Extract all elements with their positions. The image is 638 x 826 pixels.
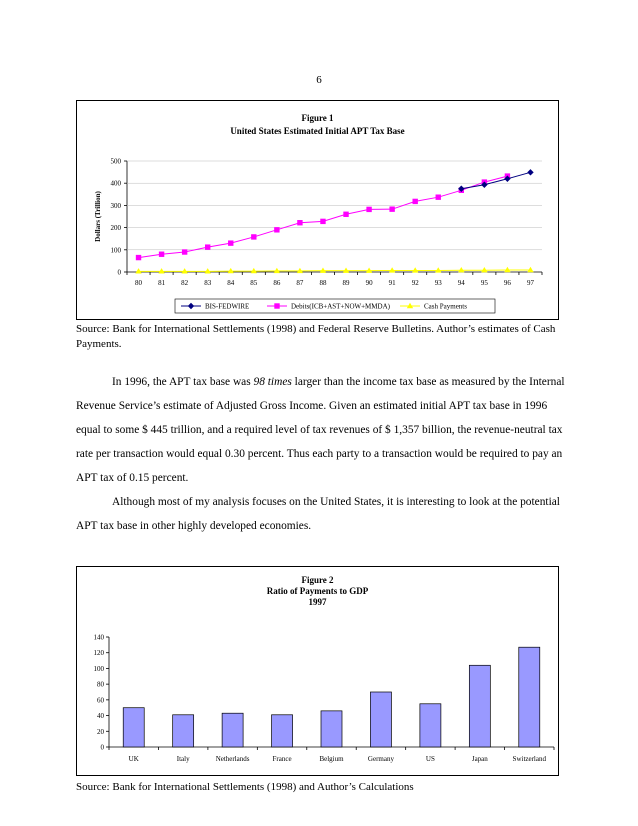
figure-2-title: Ratio of Payments to GDP (266, 586, 369, 596)
data-point (436, 194, 441, 199)
x-tick-label: 92 (411, 279, 419, 287)
data-point (136, 255, 141, 260)
x-tick-label: 85 (250, 279, 258, 287)
x-tick-label: 95 (480, 279, 488, 287)
x-tick-label: 80 (135, 279, 143, 287)
y-tick-label: 140 (93, 633, 104, 642)
bar (321, 711, 342, 747)
series-line-debits (139, 176, 508, 257)
x-tick-label: 94 (457, 279, 465, 287)
figure-1-label: Figure 1 (301, 113, 334, 123)
x-tick-label: 89 (342, 279, 350, 287)
page-number: 6 (316, 74, 322, 86)
x-tick-label: 88 (319, 279, 327, 287)
x-tick-label: 90 (365, 279, 373, 287)
x-tick-label: France (272, 755, 292, 763)
data-point (297, 220, 302, 225)
legend-label: BIS-FEDWIRE (205, 302, 250, 311)
data-point (135, 268, 141, 273)
x-tick-label: Netherlands (215, 755, 250, 763)
y-tick-label: 120 (93, 649, 104, 658)
x-tick-label: 86 (273, 279, 281, 287)
x-tick-label: 87 (296, 279, 304, 287)
bar (469, 665, 490, 747)
x-tick-label: 81 (158, 279, 166, 287)
body-text (76, 370, 566, 538)
data-point (527, 169, 533, 175)
data-point (228, 240, 233, 245)
bar (519, 647, 540, 747)
y-tick-label: 20 (97, 727, 104, 736)
y-tick-label: 300 (110, 201, 121, 210)
x-tick-label: 96 (503, 279, 511, 287)
data-point (320, 267, 326, 272)
source-note-1: Source: Bank for International Settlements (1998) and Federal Reserve Bulletins. Author’s estimates of Cash Payments. (76, 323, 556, 350)
paragraph-1 (76, 370, 566, 490)
data-point (412, 199, 417, 204)
x-tick-label: 84 (227, 279, 235, 287)
y-tick-label: 400 (110, 179, 121, 188)
x-tick-label: Italy (176, 755, 190, 763)
x-tick-label: Belgium (319, 755, 344, 763)
bar (222, 713, 243, 747)
figure-1-title: United States Estimated Initial APT Tax Base (230, 126, 405, 136)
figure-2-label: Figure 2 (301, 575, 334, 585)
data-point (366, 207, 371, 212)
data-point (181, 268, 187, 273)
bar (272, 715, 293, 747)
y-tick-label: 0 (117, 268, 121, 277)
data-point (389, 206, 394, 211)
x-tick-label: Switzerland (512, 755, 546, 763)
figure-1 (76, 100, 559, 320)
figure-2-year: 1997 (308, 597, 327, 607)
y-tick-label: 500 (110, 157, 121, 166)
x-tick-label: 91 (388, 279, 396, 287)
data-point (320, 219, 325, 224)
x-tick-label: 82 (181, 279, 189, 287)
figure-2-chart (77, 567, 558, 775)
data-point (274, 227, 279, 232)
data-point (159, 252, 164, 257)
paragraph-2: Although most of my analysis focuses on the United States, it is interesting to look at the potential APT tax base in other highly developed economies. (76, 496, 560, 532)
data-point (158, 268, 164, 273)
figure-2 (76, 566, 559, 776)
y-tick-label: 0 (100, 743, 104, 752)
y-tick-label: 200 (110, 224, 121, 233)
data-point (228, 268, 234, 273)
figure-1-chart (77, 101, 558, 319)
y-tick-label: 100 (93, 664, 104, 673)
y-tick-label: 80 (97, 680, 104, 689)
y-tick-label: 60 (97, 696, 104, 705)
x-tick-label: Japan (471, 755, 488, 763)
y-tick-label: 40 (97, 712, 104, 721)
data-point (389, 267, 395, 272)
data-point (251, 234, 256, 239)
data-point (343, 212, 348, 217)
y-tick-label: 100 (110, 246, 121, 255)
paragraph-1-start: In 1996, the APT tax base was (112, 376, 254, 388)
x-tick-label: 97 (526, 279, 534, 287)
data-point (274, 268, 280, 273)
legend-label: Debits(ICB+AST+NOW+MMDA) (291, 302, 390, 311)
source-note-2: Source: Bank for International Settlements (1998) and Author’s Calculations (76, 781, 414, 793)
series-line-cash-payments (139, 270, 531, 271)
paragraph-1-rest: larger than the income tax base as measured by the Internal Revenue Service’s estimate of Adjusted Gross Income. Given an estimated initial APT tax base in 1996 equal to some $ 445 trillion, and a required level of tax revenues of $ 1,357 billion, the revenue-neutral tax rate per transaction would equal 0.30 percent. Thus each party to a transaction would be required to pay an APT tax of 0.15 percent. (76, 376, 565, 484)
x-tick-label: Germany (367, 755, 394, 763)
data-point (504, 267, 510, 272)
y-axis-label: Dollars (Trillion) (94, 191, 102, 242)
data-point (205, 244, 210, 249)
bar (123, 708, 144, 747)
data-point (412, 267, 418, 272)
x-tick-label: 93 (434, 279, 442, 287)
bar (173, 715, 194, 747)
legend-marker (274, 303, 279, 308)
emphasis-98-times: 98 times (253, 376, 292, 388)
data-point (458, 267, 464, 272)
bar (420, 704, 441, 747)
legend-label: Cash Payments (424, 302, 467, 311)
x-tick-label: 83 (204, 279, 212, 287)
x-tick-label: UK (128, 755, 139, 763)
x-tick-label: US (425, 755, 435, 763)
bar (370, 692, 391, 747)
data-point (182, 249, 187, 254)
